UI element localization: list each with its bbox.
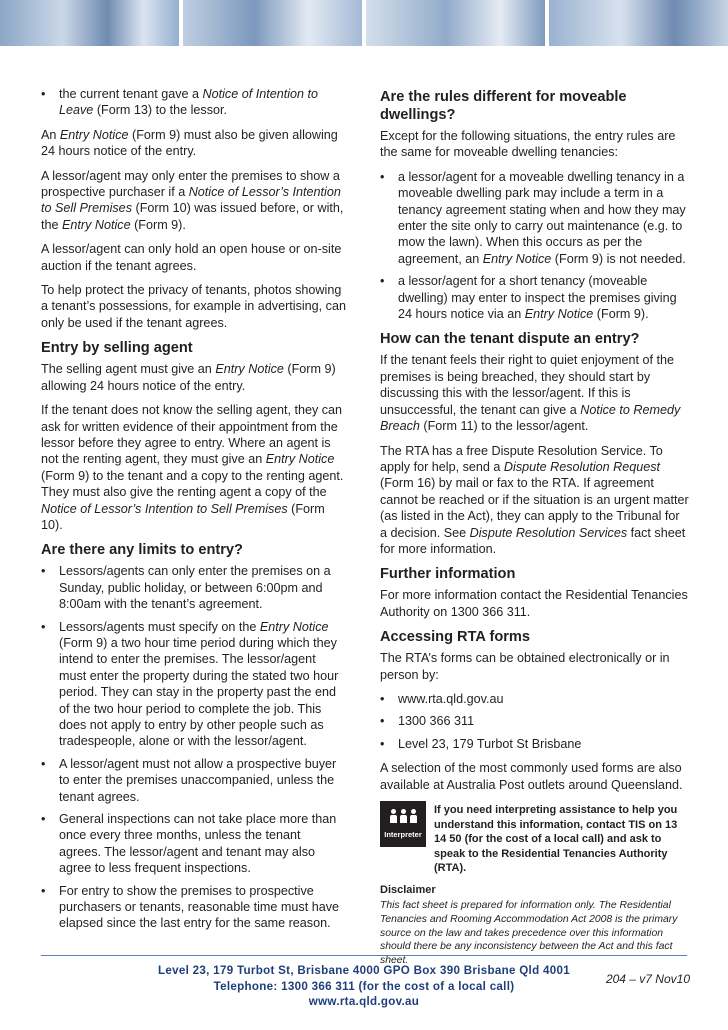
interpreter-text: If you need interpreting assistance to help you understand this information, contact TIS on 13 14 50 (for the cost of a local call) and ask to speak to the Residential Tenancies Authority (RTA). [434,804,678,875]
heading-further-information: Further information [380,566,516,583]
paragraph: To help protect the privacy of tenants, photos showing a tenant’s possessions, for example in advertising, can only be used if the tenant agrees. [41,283,346,330]
bullet-icon: • [380,274,385,289]
list-item: • For entry to show the premises to prospective purchasers or tenants, reasonable time must have elapsed since the last entry for the same reason. [41,883,340,931]
banner-photo-4 [549,0,728,46]
paragraph: For more information contact the Residential Tenancies Authority on 1300 366 311. [380,588,688,619]
list-item: • a lessor/agent for a short tenancy (moveable dwelling) may enter to inspect the premises giving 24 hours notice via an Entry Notice (Form 9). [380,274,677,322]
bullet-icon: • [41,564,46,579]
bullet-icon: • [41,812,46,827]
bullet-icon: • [41,883,46,898]
paragraph: If the tenant does not know the selling agent, they can ask for written evidence of their appointment from the lessor before they agree to entry. Where an agent is not the renting agent, they must give an Entry Notice (Form 9) to the tenant and a copy to the renting agent. They must also give the renting agent a copy of the Notice of Lessor’s Intention to Sell Premises (Form 10). [41,403,344,532]
heading-accessing-forms: Accessing RTA forms [380,629,531,646]
phone-number: 1300 366 311 [398,714,475,729]
list-item [380,713,690,729]
address: Level 23, 179 Turbot St Brisbane [398,736,582,751]
bullet-icon: • [380,714,385,729]
footer-address: Level 23, 179 Turbot St, Brisbane 4000 GPO Box 390 Brisbane Qld 4001 [158,964,570,977]
bullet-icon: • [41,87,46,101]
bullet-icon: • [380,736,385,751]
disclaimer-title: Disclaimer [380,883,436,896]
interpreter-box [380,801,690,876]
list-item: • a lessor/agent for a moveable dwelling tenancy in a moveable dwelling park may include a term in a tenancy agreement stating when and how they may enter the site only to carry out maintenance (e.g. to mow the lawn). When this occurs as per the agreement, an Entry Notice (Form 9) is not needed. [380,169,686,266]
paragraph: If the tenant feels their right to quiet enjoyment of the premises is being breached, they should start by discussing this with the lessor/agent. If this is unsuccessful, the tenant can give a Notice to Remedy Breach (Form 11) to the lessor/agent. [380,353,681,434]
list-item: • Lessors/agents must specify on the Entry Notice (Form 9) a two hour time period during which they intend to enter the premises. The lessor/agent must enter the property during the stated two hour period. They can stay in the property past the end of the two hour period to complete the job. This does not apply to entry by other people such as tradespeople, alone or with the lessor/agent. [41,619,339,749]
website-link[interactable]: www.rta.qld.gov.au [398,691,504,706]
bullet-icon: • [41,619,46,634]
paragraph: The selling agent must give an Entry Notice (Form 9) allowing 24 hours notice of the entry. [41,362,336,393]
moveable-list [380,169,690,323]
footer [0,963,728,1010]
banner-photo-2 [183,0,362,46]
right-column [380,86,690,988]
paragraph: A lessor/agent can only hold an open house or on-site auction if the tenant agrees. [41,242,342,273]
list-item [380,691,690,707]
heading-selling-agent: Entry by selling agent [41,340,193,357]
paragraph: Except for the following situations, the entry rules are the same for moveable dwelling tenancies: [380,129,676,160]
list-item: • the current tenant gave a Notice of Intention to Leave (Form 13) to the lessor. [41,87,319,118]
photo-banner [0,0,728,50]
bullet-icon: • [380,169,385,184]
paragraph: A lessor/agent may only enter the premises to show a prospective purchaser if a Notice of Lessor’s Intention to Sell Premises (Form 10) was issued before, or with, the Entry Notice (Form 9). [41,168,344,232]
left-column [41,86,346,940]
list-item: • Lessors/agents can only enter the premises on a Sunday, public holiday, or between 6:00pm and 8:00am with the tenant’s agreement. [41,564,331,612]
footer-telephone: Telephone: 1300 366 311 (for the cost of a local call) [213,979,515,993]
footer-website-link[interactable]: www.rta.qld.gov.au [308,995,420,1009]
heading-limits: Are there any limits to entry? [41,542,243,559]
paragraph: A selection of the most commonly used forms are also available at Australia Post outlets around Queensland. [380,761,683,792]
bullet-icon: • [380,691,385,706]
footer-divider [41,955,687,956]
heading-moveable: Are the rules different for moveable dwellings? [380,89,627,123]
version-label: 204 – v7 Nov10 [605,972,690,987]
limits-list [41,563,346,932]
list-item: • A lessor/agent must not allow a prospective buyer to enter the premises unaccompanied, unless the tenant agrees. [41,756,337,804]
banner-photo-1 [0,0,179,46]
interpreter-icon: Interpreter [380,801,426,847]
paragraph: The RTA’s forms can be obtained electronically or in person by: [380,651,670,682]
forms-list [380,691,690,752]
heading-dispute: How can the tenant dispute an entry? [380,331,640,348]
list-item: • General inspections can not take place more than once every three months, unless the tenant agrees. The lessor/agent and tenant may also agree to less frequent inspections. [41,812,337,876]
disclaimer-text: This fact sheet is prepared for information only. The Residential Tenancies and Rooming Accommodation Act 2008 is the primary source on the law and takes precedence over this information should there be any inconsistency between the Act and this fact sheet. [380,900,678,966]
paragraph: The RTA has a free Dispute Resolution Service. To apply for help, send a Dispute Resolution Request (Form 16) by mail or fax to the RTA. If agreement cannot be reached or if the situation is an urgent matter (as listed in the Act), they can apply to the Tribunal for a decision. See Dispute Resolution Services fact sheet for more information. [380,443,689,556]
banner-photo-3 [366,0,545,46]
list-item [380,736,690,752]
bullet-icon: • [41,756,46,771]
paragraph: An Entry Notice (Form 9) must also be given allowing 24 hours notice of the entry. [41,127,338,159]
intro-list [41,86,346,119]
